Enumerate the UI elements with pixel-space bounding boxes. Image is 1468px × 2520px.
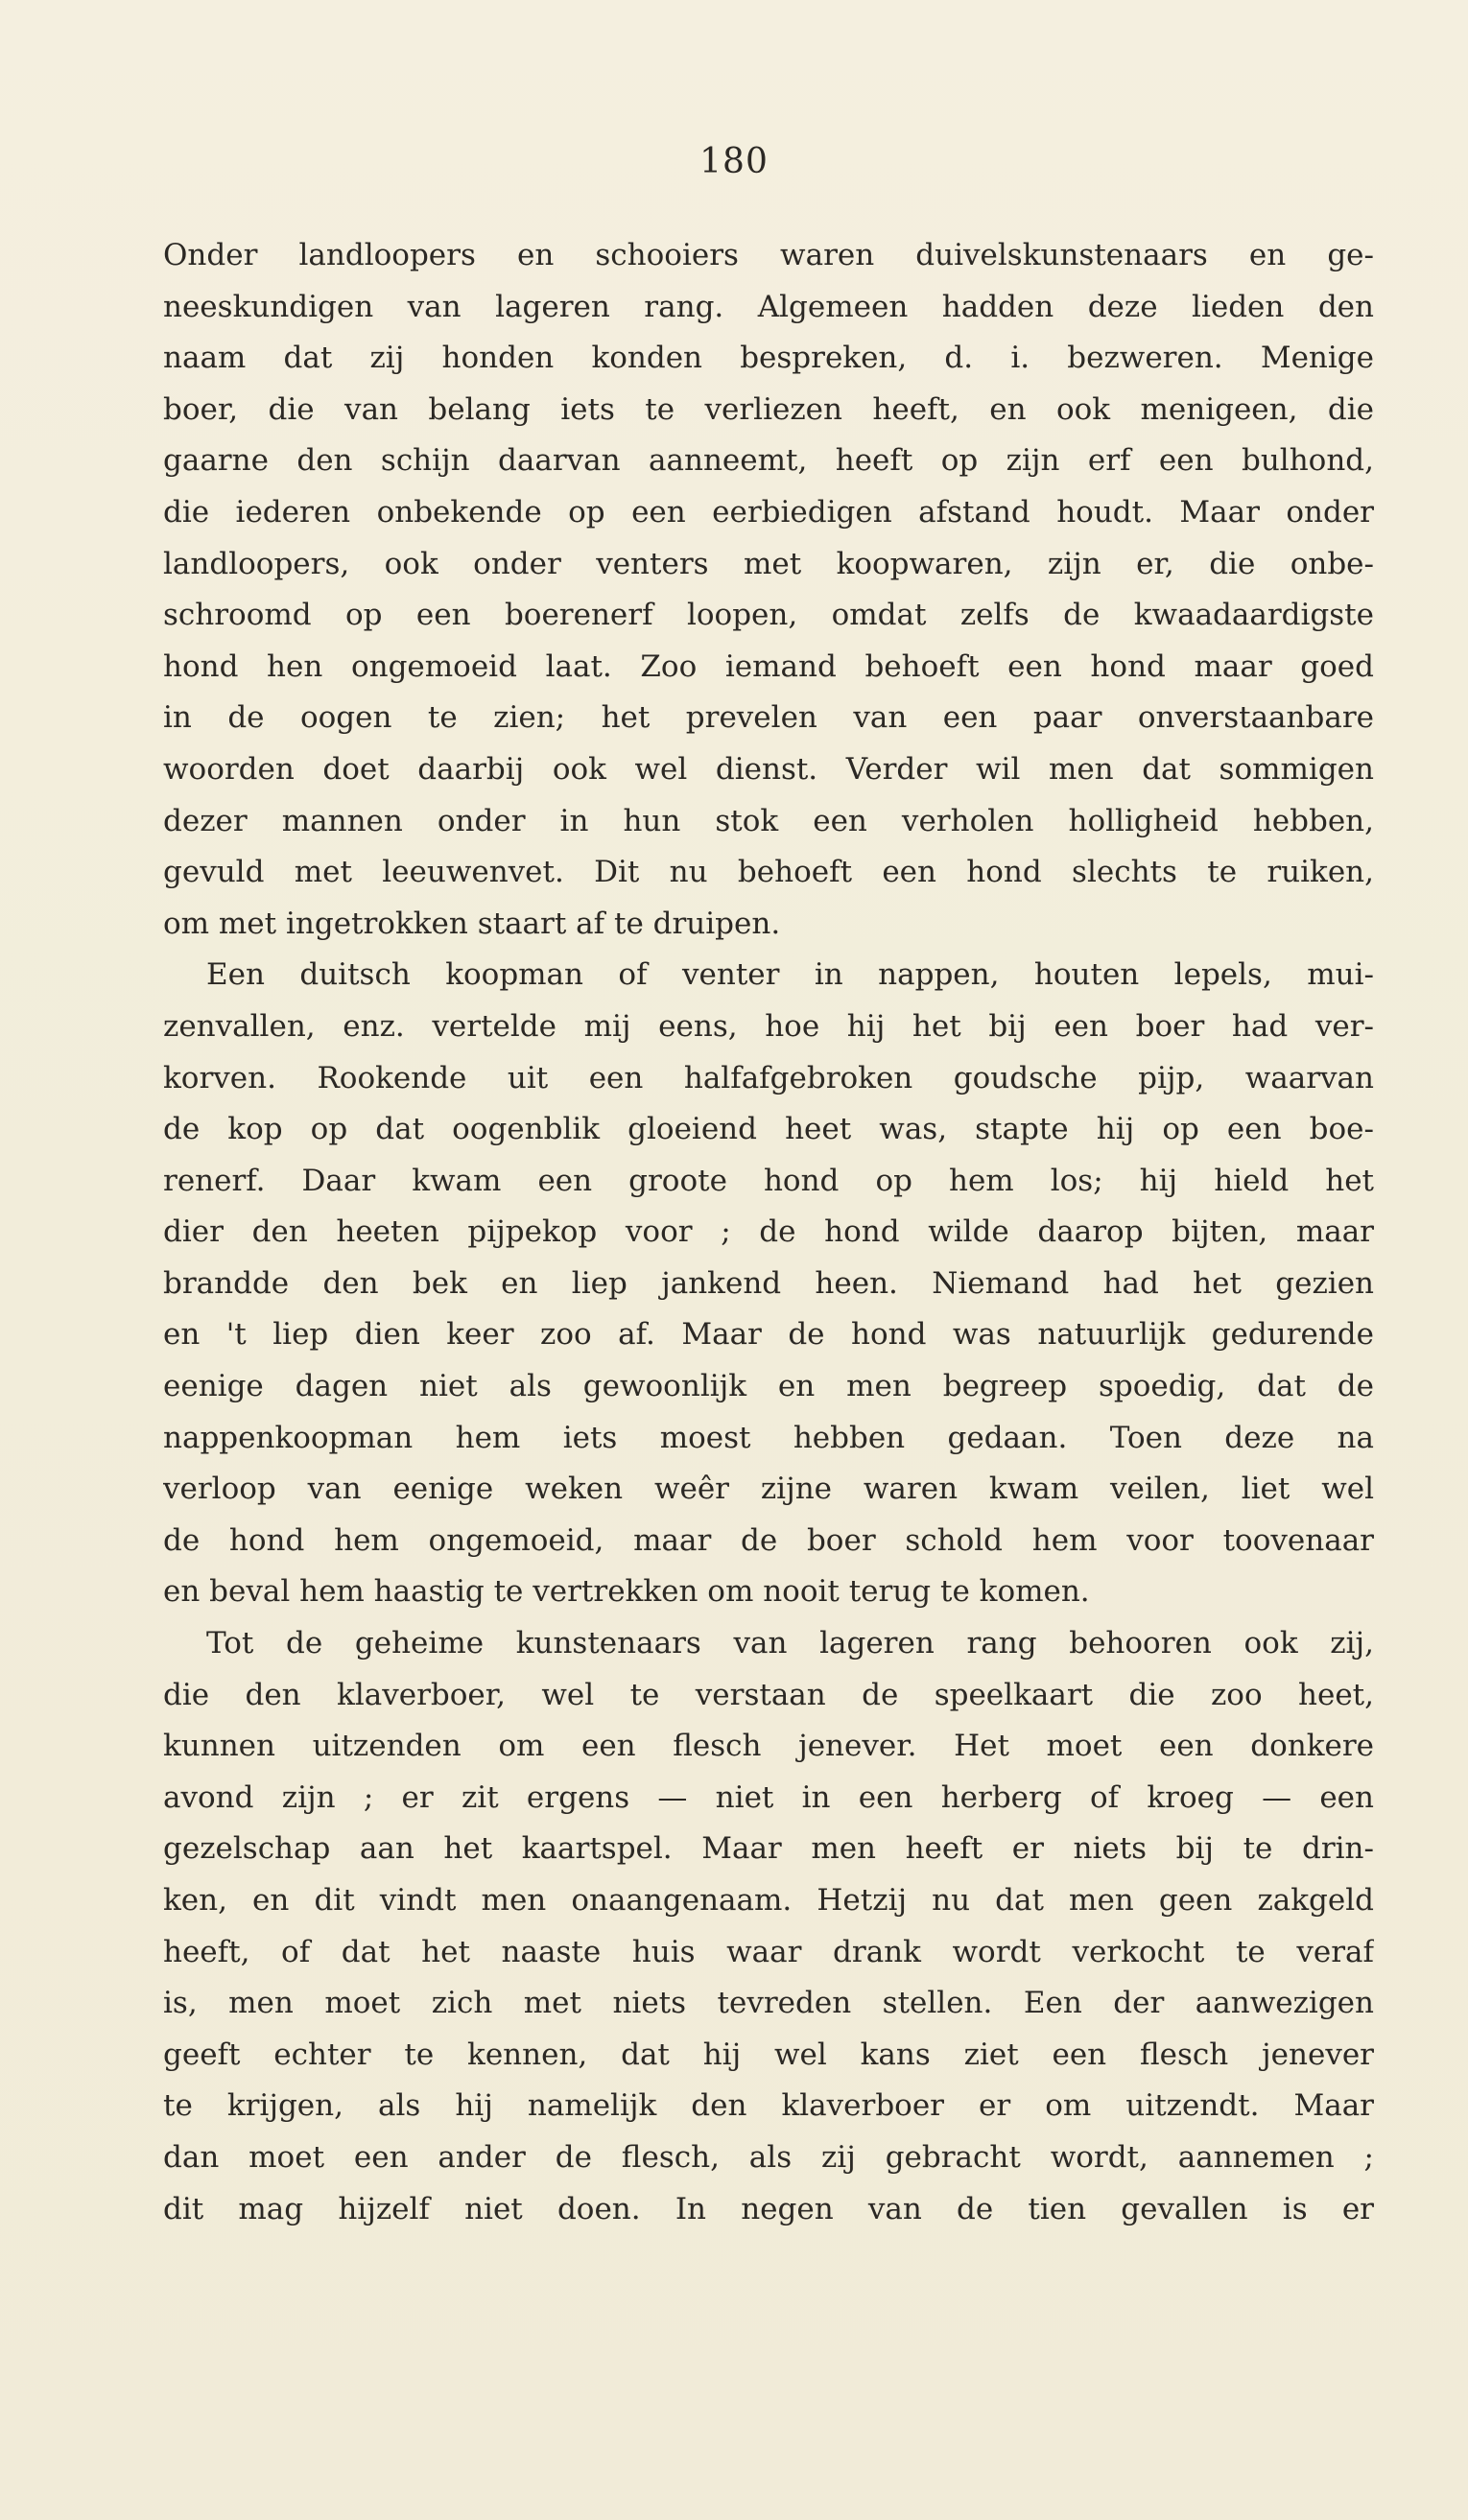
text-line: in de oogen te zien; het prevelen van een paar onverstaanbare [163, 700, 1374, 736]
text-line: boer, die van belang iets te verliezen heeft, en ook menigeen, die [163, 391, 1374, 427]
text-line: eenige dagen niet als gewoonlijk en men begreep spoedig, dat de [163, 1369, 1374, 1404]
text-line: landloopers, ook onder venters met koopwaren, zijn er, die onbe- [163, 546, 1374, 581]
text-line: gaarne den schijn daarvan aanneemt, heeft op zijn erf een bulhond, [163, 443, 1374, 479]
body-text [163, 230, 1374, 2235]
text-line: om met ingetrokken staart af te druipen. [163, 906, 781, 941]
text-line: ken, en dit vindt men onaangenaam. Hetzij nu dat men geen zakgeld [163, 1883, 1374, 1918]
text-line: Een duitsch koopman of venter in nappen, houten lepels, mui- [206, 957, 1374, 993]
text-line: renerf. Daar kwam een groote hond op hem los; hij hield het [163, 1163, 1374, 1198]
text-line: dezer mannen onder in hun stok een verholen holligheid hebben, [163, 803, 1374, 838]
text-line: te krijgen, als hij namelijk den klaverboer er om uitzendt. Maar [163, 2088, 1374, 2124]
text-line: heeft, of dat het naaste huis waar drank wordt verkocht te veraf [163, 1934, 1374, 1969]
text-line: dit mag hijzelf niet doen. In negen van de tien gevallen is er [163, 2191, 1374, 2226]
text-line: nappenkoopman hem iets moest hebben gedaan. Toen deze na [163, 1420, 1374, 1455]
text-line: gevuld met leeuwenvet. Dit nu behoeft een hond slechts te ruiken, [163, 855, 1374, 890]
text-line: verloop van eenige weken weêr zijne waren kwam veilen, liet wel [163, 1472, 1374, 1507]
text-line: en 't liep dien keer zoo af. Maar de hond was natuurlijk gedurende [163, 1317, 1374, 1353]
text-line: naam dat zij honden konden bespreken, d. i. bezweren. Menige [163, 341, 1374, 376]
text-line: brandde den bek en liep jankend heen. Niemand had het gezien [163, 1265, 1374, 1301]
text-line: is, men moet zich met niets tevreden stellen. Een der aanwezigen [163, 1986, 1374, 2021]
text-line: en beval hem haastig te vertrekken om nooit terug te komen. [163, 1574, 1090, 1610]
text-line: kunnen uitzenden om een flesch jenever. Het moet een donkere [163, 1729, 1374, 1764]
text-line: de kop op dat oogenblik gloeiend heet was, stapte hij op een boe- [163, 1112, 1374, 1147]
page-number: 180 [699, 142, 769, 181]
text-line: de hond hem ongemoeid, maar de boer schold hem voor toovenaar [163, 1522, 1374, 1558]
text-line: Tot de geheime kunstenaars van lageren rang behooren ook zij, [206, 1626, 1374, 1661]
text-line: Onder landloopers en schooiers waren duivelskunstenaars en ge- [163, 238, 1374, 272]
text-line: neeskundigen van lageren rang. Algemeen hadden deze lieden den [163, 289, 1374, 324]
text-line: schroomd op een boerenerf loopen, omdat zelfs de kwaadaardigste [163, 598, 1374, 633]
text-line: avond zijn ; er zit ergens — niet in een herberg of kroeg — een [163, 1779, 1374, 1815]
text-line: woorden doet daarbij ook wel dienst. Verder wil men dat sommigen [163, 751, 1374, 787]
text-line: gezelschap aan het kaartspel. Maar men heeft er niets bij te drin- [163, 1831, 1374, 1867]
text-line: geeft echter te kennen, dat hij wel kans ziet een flesch jenever [163, 2037, 1374, 2072]
text-line: dan moet een ander de flesch, als zij gebracht wordt, aannemen ; [163, 2139, 1374, 2175]
text-line: hond hen ongemoeid laat. Zoo iemand behoeft een hond maar goed [163, 648, 1374, 684]
text-line: zenvallen, enz. vertelde mij eens, hoe hij het bij een boer had ver- [163, 1008, 1374, 1044]
text-line: die iederen onbekende op een eerbiedigen afstand houdt. Maar onder [163, 494, 1374, 530]
text-line: korven. Rookende uit een halfafgebroken goudsche pijp, waarvan [163, 1060, 1374, 1095]
text-line: dier den heeten pijpekop voor ; de hond wilde daarop bijten, maar [163, 1214, 1374, 1250]
text-line: die den klaverboer, wel te verstaan de speelkaart die zoo heet, [163, 1677, 1374, 1712]
